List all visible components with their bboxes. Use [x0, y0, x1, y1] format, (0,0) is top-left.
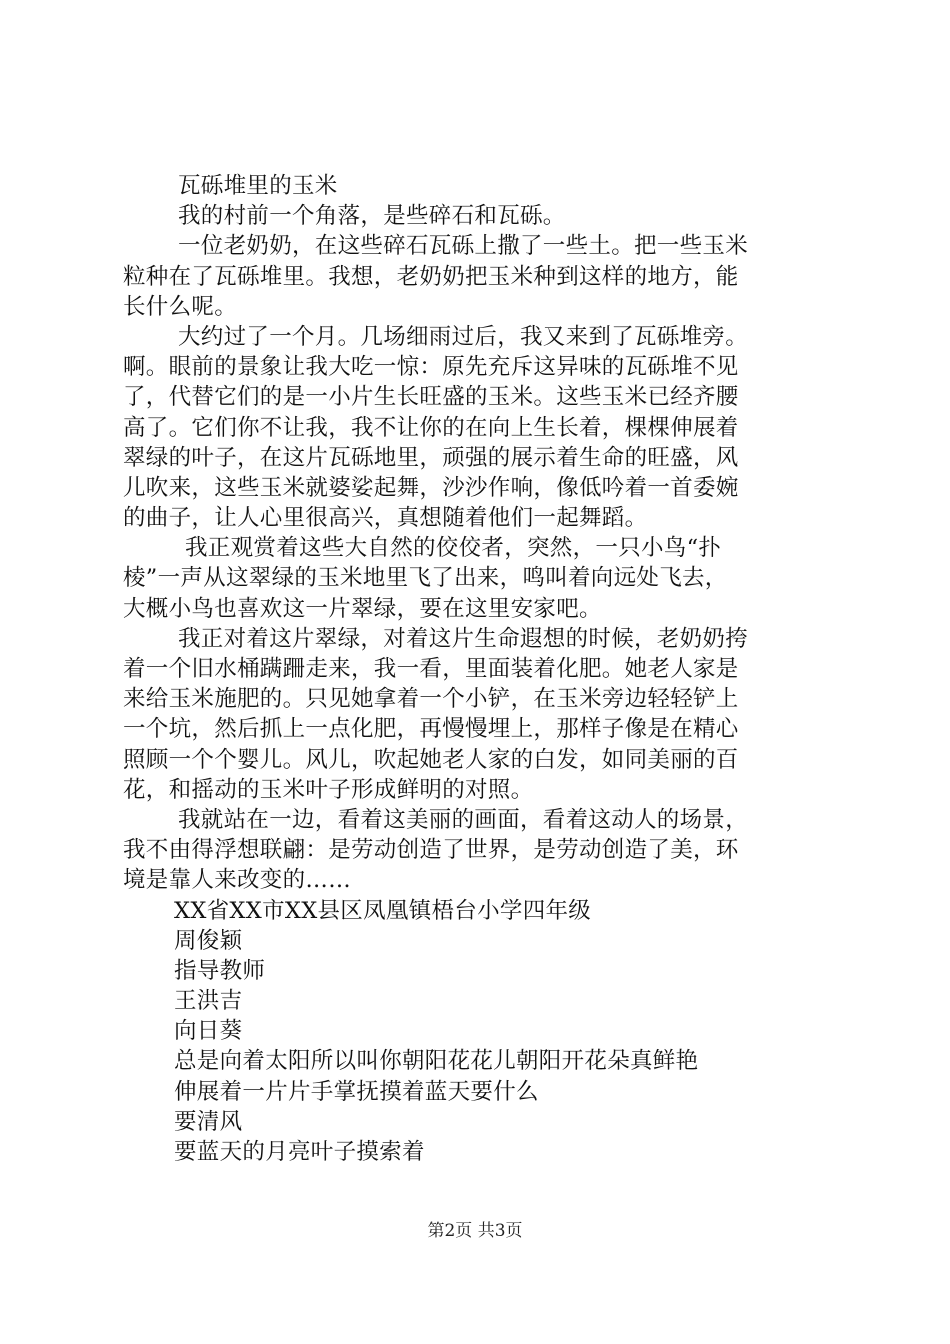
poem-line: 伸展着一片片手掌抚摸着蓝天要什么 [174, 1078, 539, 1105]
author-school: XX省XX市XX县区凤凰镇梧台小学四年级 [174, 897, 592, 924]
text-line: 境是靠人来改变的…… [123, 867, 352, 894]
poem-line: 要清风 [174, 1108, 243, 1135]
essay-title: 瓦砾堆里的玉米 [178, 173, 338, 199]
text-line: 棱”一声从这翠绿的玉米地里飞了出来，鸣叫着向远处飞去， [123, 565, 728, 592]
text-line: 一个坑，然后抓上一点化肥，再慢慢埋上，那样子像是在精心 [123, 716, 739, 743]
text-line: 来给玉米施肥的。只见她拿着一个小铲，在玉米旁边轻轻铲上 [123, 686, 739, 713]
text-line: 长什么呢。 [123, 293, 238, 320]
poem-title: 向日葵 [174, 1018, 243, 1045]
text-line: 花，和摇动的玉米叶子形成鲜明的对照。 [123, 776, 534, 803]
text-line: 了，代替它们的是一小片生长旺盛的玉米。这些玉米已经齐腰 [123, 384, 739, 411]
page-number-footer: 第2页 共3页 [427, 1221, 523, 1241]
advisor-label: 指导教师 [174, 957, 266, 984]
author-name: 周俊颖 [174, 927, 243, 954]
text-line: 翠绿的叶子，在这片瓦砾地里，顽强的展示着生命的旺盛，风 [123, 444, 739, 471]
text-line: 啊。眼前的景象让我大吃一惊：原先充斥这异味的瓦砾堆不见 [123, 354, 739, 381]
text-line: 我正观赏着这些大自然的佼佼者，突然，一只小鸟“扑 [185, 535, 722, 562]
text-line: 粒种在了瓦砾堆里。我想，老奶奶把玉米种到这样的地方，能 [123, 263, 739, 290]
poem-line: 总是向着太阳所以叫你朝阳花花儿朝阳开花朵真鲜艳 [174, 1048, 699, 1075]
text-line: 我就站在一边，看着这美丽的画面，看着这动人的场景， [178, 806, 749, 833]
text-line: 照顾一个个婴儿。风儿，吹起她老人家的白发，如同美丽的百 [123, 746, 739, 773]
text-line: 我的村前一个角落，是些碎石和瓦砾。 [178, 203, 566, 230]
text-line: 大约过了一个月。几场细雨过后，我又来到了瓦砾堆旁。 [178, 323, 749, 350]
text-line: 我不由得浮想联翩：是劳动创造了世界，是劳动创造了美，环 [123, 837, 739, 864]
text-line: 高了。它们你不让我，我不让你的在向上生长着，棵棵伸展着 [123, 414, 739, 441]
text-line: 的曲子，让人心里很高兴，真想随着他们一起舞蹈。 [123, 505, 648, 532]
text-line: 大概小鸟也喜欢这一片翠绿，要在这里安家吧。 [123, 595, 602, 622]
text-line: 我正对着这片翠绿，对着这片生命遐想的时候，老奶奶挎 [178, 625, 749, 652]
text-line: 儿吹来，这些玉米就婆娑起舞，沙沙作响，像低吟着一首委婉 [123, 474, 739, 501]
text-line: 着一个旧水桶蹒跚走来，我一看，里面装着化肥。她老人家是 [123, 656, 739, 682]
advisor-name: 王洪吉 [174, 988, 243, 1015]
poem-line: 要蓝天的月亮叶子摸索着 [174, 1139, 425, 1165]
text-line: 一位老奶奶，在这些碎石瓦砾上撒了一些土。把一些玉米 [178, 233, 749, 260]
document-body [123, 171, 835, 1167]
